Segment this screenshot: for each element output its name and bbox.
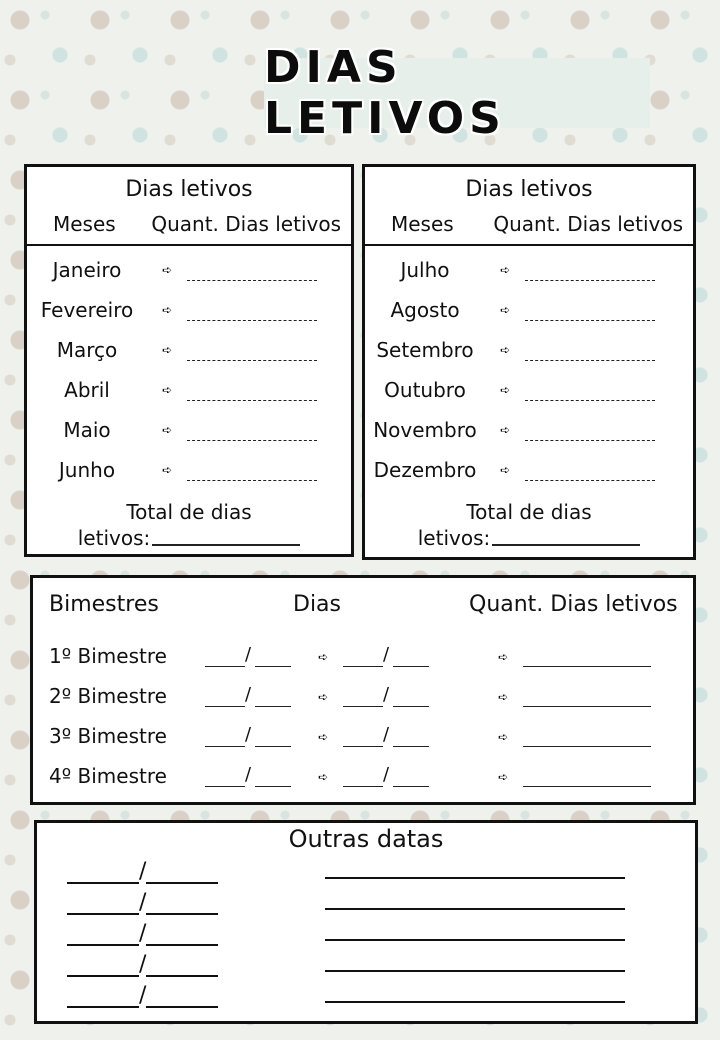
date-slash: / bbox=[139, 890, 147, 915]
day-blank[interactable] bbox=[67, 864, 139, 884]
quantity-blank[interactable] bbox=[525, 390, 655, 401]
semester1-heading: Dias letivos bbox=[125, 177, 253, 202]
month-blank[interactable] bbox=[146, 864, 218, 884]
arrow-icon: ➪ bbox=[161, 383, 173, 397]
arrow-icon: ➪ bbox=[497, 650, 509, 664]
date-slash: / bbox=[139, 952, 147, 977]
quantity-blank[interactable] bbox=[525, 270, 655, 281]
date-slash: / bbox=[383, 764, 390, 785]
bimesters-col-header: Bimestres bbox=[49, 592, 159, 617]
description-blank[interactable] bbox=[325, 1001, 625, 1003]
month-name: Março bbox=[56, 338, 118, 362]
title-banner bbox=[264, 42, 650, 144]
arrow-icon: ➪ bbox=[499, 343, 511, 357]
month-row bbox=[365, 370, 693, 410]
arrow-icon: ➪ bbox=[161, 263, 173, 277]
quantity-blank[interactable] bbox=[187, 350, 317, 361]
day-blank[interactable] bbox=[67, 957, 139, 977]
month-name: Agosto bbox=[390, 298, 460, 322]
semester2-total-label-2: letivos: bbox=[417, 526, 491, 550]
month-name: Novembro bbox=[373, 418, 477, 442]
page-title: DIAS LETIVOS bbox=[264, 42, 506, 144]
date-slash: / bbox=[139, 983, 147, 1008]
other-dates-title: Outras datas bbox=[288, 825, 444, 853]
start-month-blank[interactable] bbox=[255, 732, 291, 747]
month-name: Fevereiro bbox=[40, 298, 134, 322]
month-row bbox=[365, 450, 693, 490]
semester1-column-headers bbox=[27, 202, 351, 246]
other-date-row bbox=[37, 890, 695, 920]
arrow-icon: ➪ bbox=[499, 463, 511, 477]
description-blank[interactable] bbox=[325, 908, 625, 910]
date-field bbox=[67, 890, 218, 915]
bimester-row bbox=[33, 644, 693, 678]
semester2-panel bbox=[362, 164, 696, 560]
month-blank[interactable] bbox=[146, 957, 218, 977]
semester1-month-list bbox=[27, 246, 351, 490]
month-blank[interactable] bbox=[146, 988, 218, 1008]
date-slash: / bbox=[245, 764, 252, 785]
quantity-blank[interactable] bbox=[525, 470, 655, 481]
month-blank[interactable] bbox=[146, 895, 218, 915]
arrow-icon: ➪ bbox=[317, 770, 329, 784]
quantity-blank[interactable] bbox=[523, 732, 651, 747]
other-date-row bbox=[37, 921, 695, 951]
bimester-label: 4º Bimestre bbox=[49, 764, 167, 788]
start-day-blank[interactable] bbox=[205, 692, 245, 707]
month-row bbox=[365, 330, 693, 370]
arrow-icon: ➪ bbox=[317, 650, 329, 664]
arrow-icon: ➪ bbox=[499, 423, 511, 437]
start-day-blank[interactable] bbox=[205, 652, 245, 667]
description-blank[interactable] bbox=[325, 970, 625, 972]
date-slash: / bbox=[383, 684, 390, 705]
description-blank[interactable] bbox=[325, 877, 625, 879]
end-day-blank[interactable] bbox=[343, 692, 383, 707]
date-slash: / bbox=[139, 859, 147, 884]
bimester-label: 3º Bimestre bbox=[49, 724, 167, 748]
start-month-blank[interactable] bbox=[255, 692, 291, 707]
other-dates-panel bbox=[34, 820, 698, 1024]
date-field bbox=[67, 983, 218, 1008]
semester2-month-list bbox=[365, 246, 693, 490]
bimester-row bbox=[33, 724, 693, 758]
month-blank[interactable] bbox=[146, 926, 218, 946]
arrow-icon: ➪ bbox=[497, 770, 509, 784]
date-slash: / bbox=[245, 644, 252, 665]
semester2-total-label: Total de dias bbox=[466, 500, 592, 524]
date-slash: / bbox=[383, 724, 390, 745]
month-name: Setembro bbox=[376, 338, 474, 362]
semester1-total-field bbox=[27, 526, 351, 550]
bimester-label: 2º Bimestre bbox=[49, 684, 167, 708]
month-name: Julho bbox=[400, 258, 450, 282]
bimester-row bbox=[33, 684, 693, 718]
month-name: Maio bbox=[63, 418, 111, 442]
semester2-total-blank[interactable] bbox=[492, 544, 640, 546]
day-blank[interactable] bbox=[67, 926, 139, 946]
start-day-blank[interactable] bbox=[205, 732, 245, 747]
semester1-total-label: Total de dias bbox=[126, 500, 252, 524]
quantity-blank[interactable] bbox=[187, 390, 317, 401]
end-month-blank[interactable] bbox=[393, 732, 429, 747]
arrow-icon: ➪ bbox=[161, 463, 173, 477]
semester1-panel bbox=[24, 164, 354, 557]
month-name: Outubro bbox=[384, 378, 466, 402]
month-row bbox=[365, 250, 693, 290]
month-row bbox=[27, 290, 351, 330]
semester1-col-quant: Quant. Dias letivos bbox=[151, 212, 341, 236]
month-row bbox=[27, 450, 351, 490]
date-slash: / bbox=[139, 921, 147, 946]
month-row bbox=[27, 410, 351, 450]
quantity-blank[interactable] bbox=[525, 430, 655, 441]
date-slash: / bbox=[245, 724, 252, 745]
arrow-icon: ➪ bbox=[499, 263, 511, 277]
start-month-blank[interactable] bbox=[255, 652, 291, 667]
month-row bbox=[27, 370, 351, 410]
date-slash: / bbox=[245, 684, 252, 705]
quantity-blank[interactable] bbox=[187, 430, 317, 441]
arrow-icon: ➪ bbox=[161, 303, 173, 317]
end-day-blank[interactable] bbox=[343, 772, 383, 787]
arrow-icon: ➪ bbox=[499, 383, 511, 397]
semester2-column-headers bbox=[365, 202, 693, 246]
other-date-row bbox=[37, 859, 695, 889]
date-slash: / bbox=[383, 644, 390, 665]
month-name: Dezembro bbox=[373, 458, 477, 482]
date-field bbox=[67, 952, 218, 977]
quantity-blank[interactable] bbox=[523, 652, 651, 667]
quantity-blank[interactable] bbox=[523, 772, 651, 787]
date-field bbox=[67, 859, 218, 884]
semester1-total-label-2: letivos: bbox=[77, 526, 151, 550]
end-day-blank[interactable] bbox=[343, 652, 383, 667]
quantity-blank[interactable] bbox=[523, 692, 651, 707]
description-blank[interactable] bbox=[325, 939, 625, 941]
bimester-row bbox=[33, 764, 693, 798]
quant-col-header: Quant. Dias letivos bbox=[469, 592, 678, 617]
quantity-blank[interactable] bbox=[187, 470, 317, 481]
start-month-blank[interactable] bbox=[255, 772, 291, 787]
arrow-icon: ➪ bbox=[161, 343, 173, 357]
quantity-blank[interactable] bbox=[187, 270, 317, 281]
semester2-total-field bbox=[365, 526, 693, 550]
month-name: Janeiro bbox=[52, 258, 122, 282]
arrow-icon: ➪ bbox=[497, 730, 509, 744]
month-row bbox=[27, 250, 351, 290]
day-blank[interactable] bbox=[67, 988, 139, 1008]
arrow-icon: ➪ bbox=[497, 690, 509, 704]
day-blank[interactable] bbox=[67, 895, 139, 915]
month-row bbox=[365, 410, 693, 450]
quantity-blank[interactable] bbox=[187, 310, 317, 321]
quantity-blank[interactable] bbox=[525, 350, 655, 361]
end-month-blank[interactable] bbox=[393, 692, 429, 707]
quantity-blank[interactable] bbox=[525, 310, 655, 321]
month-name: Junho bbox=[58, 458, 116, 482]
arrow-icon: ➪ bbox=[161, 423, 173, 437]
semester1-total-blank[interactable] bbox=[152, 544, 300, 546]
semester2-col-quant: Quant. Dias letivos bbox=[493, 212, 683, 236]
bimesters-panel bbox=[30, 575, 696, 805]
end-month-blank[interactable] bbox=[393, 772, 429, 787]
month-name: Abril bbox=[64, 378, 110, 402]
semester2-col-months: Meses bbox=[391, 212, 454, 236]
bimester-label: 1º Bimestre bbox=[49, 644, 167, 668]
month-row bbox=[27, 330, 351, 370]
arrow-icon: ➪ bbox=[499, 303, 511, 317]
date-field bbox=[67, 921, 218, 946]
arrow-icon: ➪ bbox=[317, 730, 329, 744]
other-date-row bbox=[37, 952, 695, 982]
end-day-blank[interactable] bbox=[343, 732, 383, 747]
semester2-heading: Dias letivos bbox=[465, 177, 593, 202]
arrow-icon: ➪ bbox=[317, 690, 329, 704]
dias-col-header: Dias bbox=[293, 592, 341, 617]
month-row bbox=[365, 290, 693, 330]
end-month-blank[interactable] bbox=[393, 652, 429, 667]
semester1-col-months: Meses bbox=[53, 212, 116, 236]
other-date-row bbox=[37, 983, 695, 1013]
start-day-blank[interactable] bbox=[205, 772, 245, 787]
